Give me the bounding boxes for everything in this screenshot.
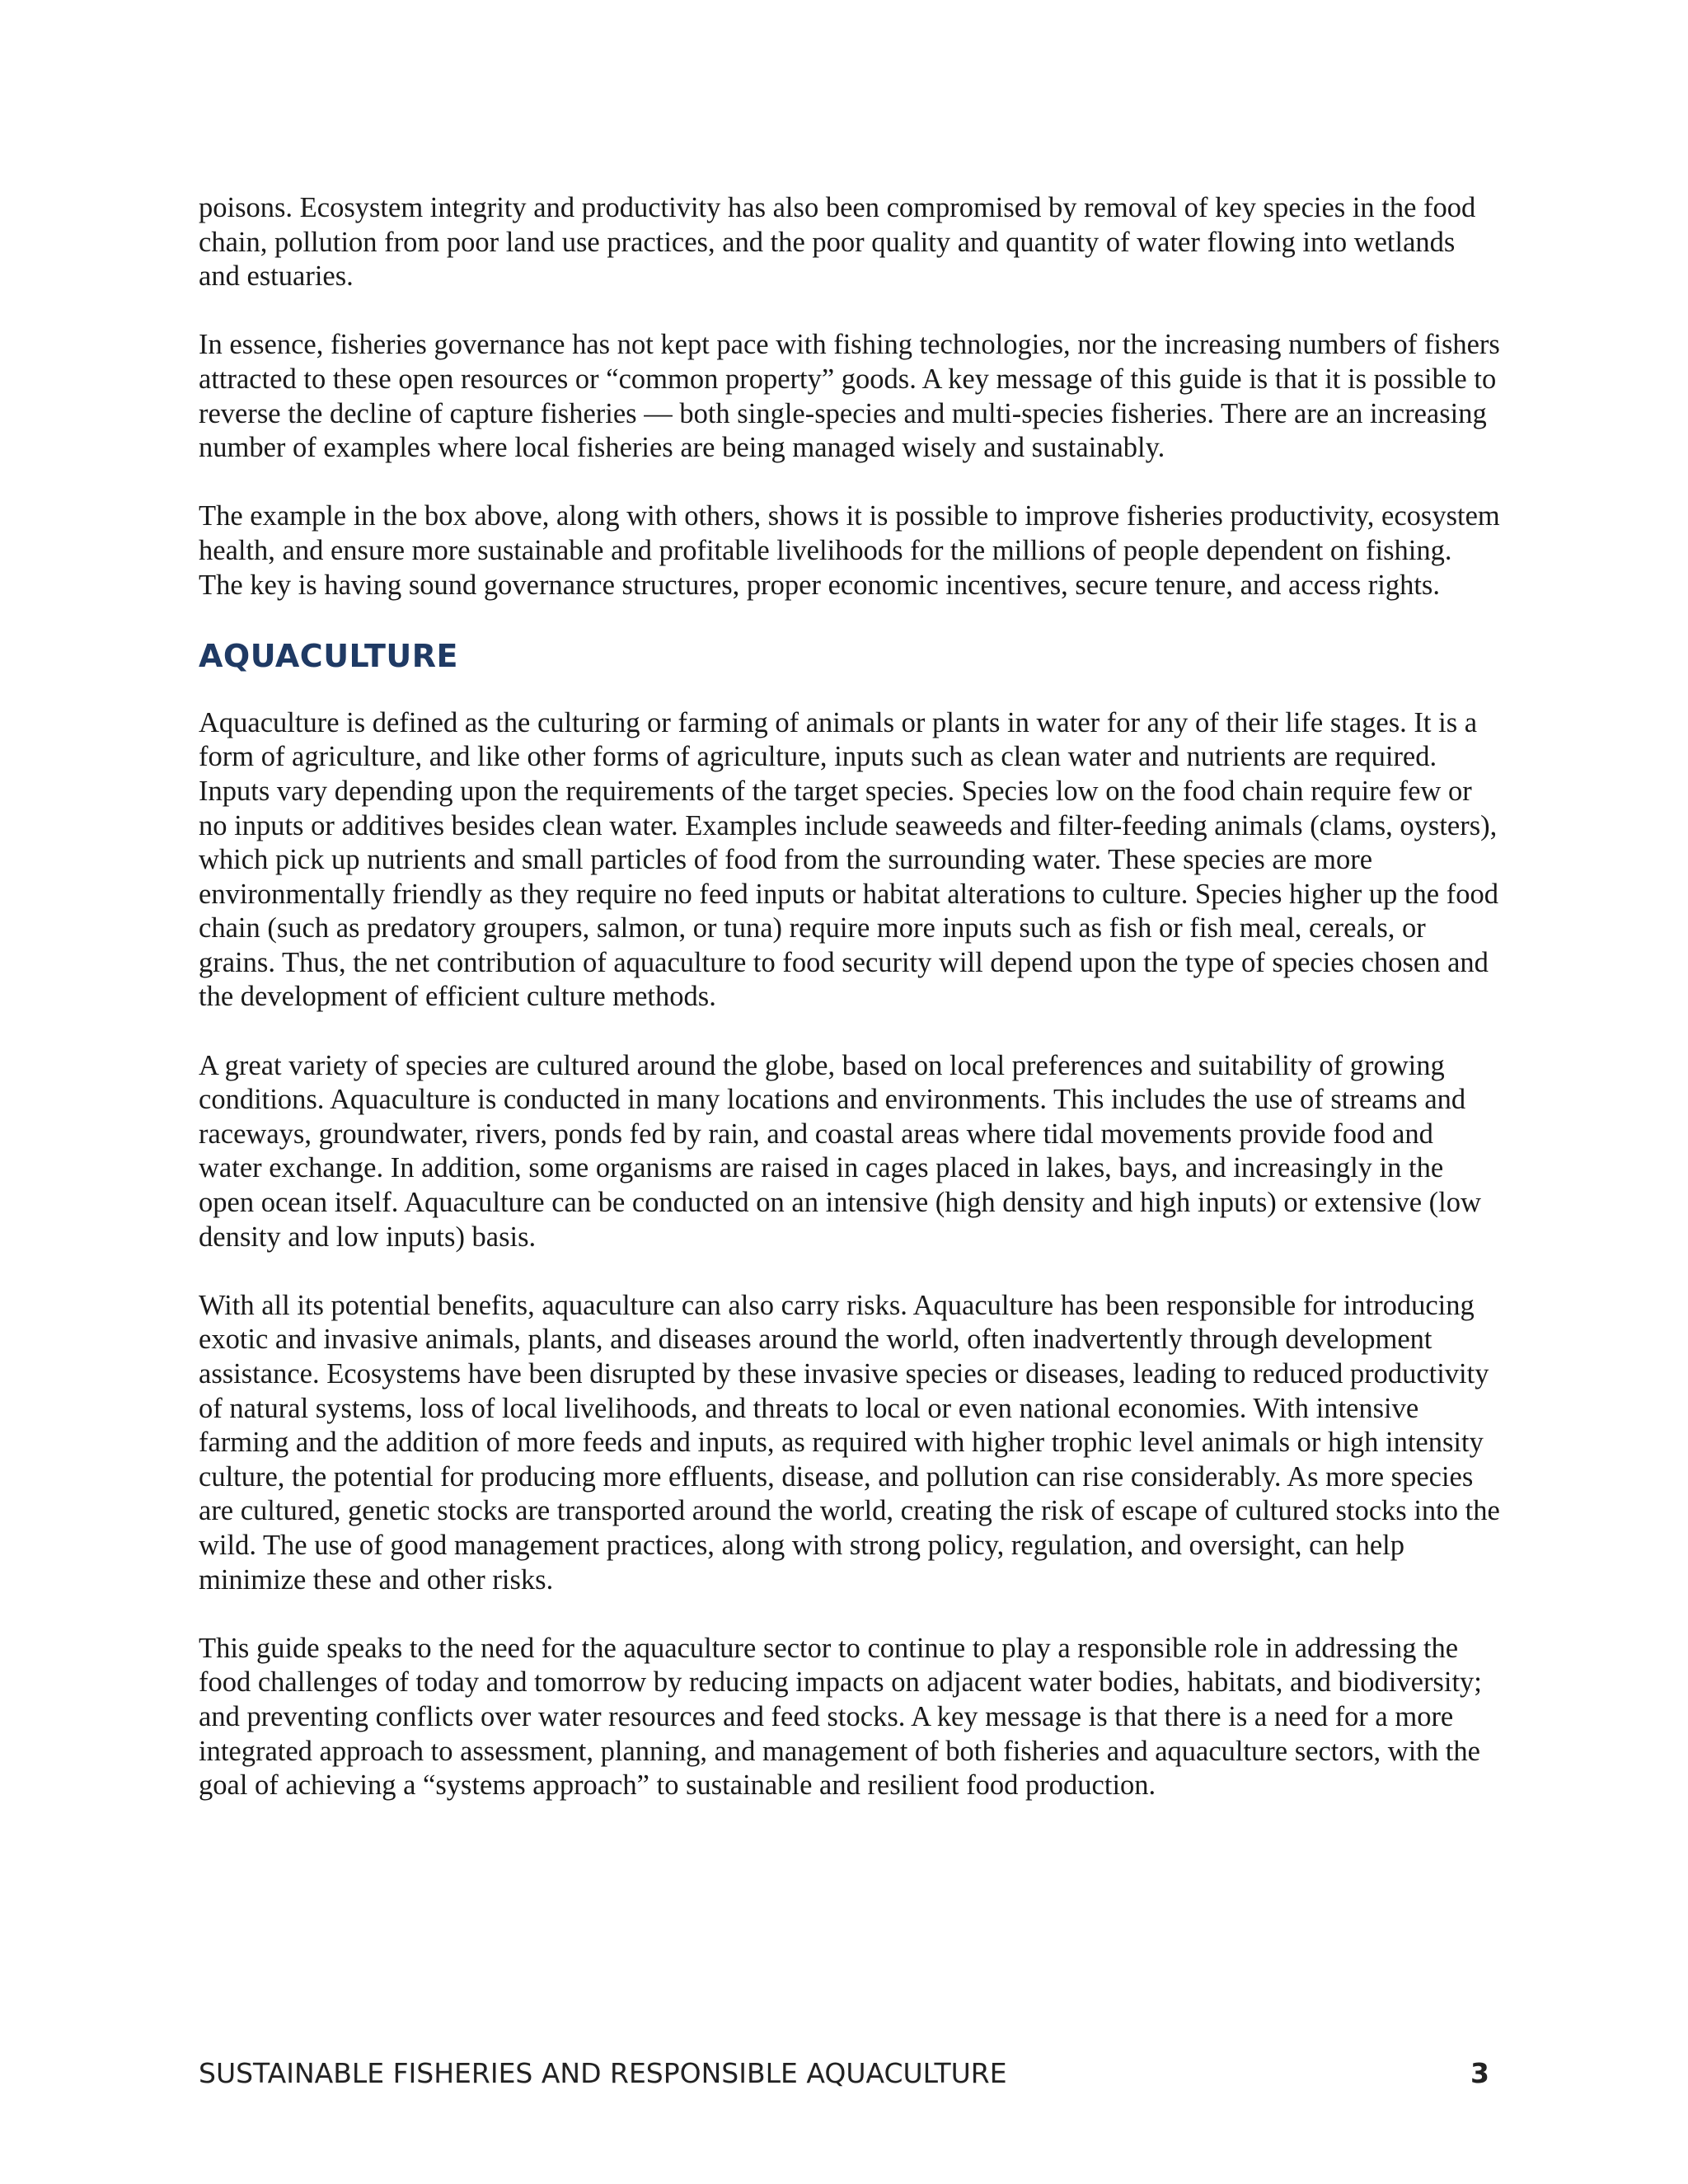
paragraph-species-variety: A great variety of species are cultured around the globe, based on local preferences and suitability of growing conditions. Aquaculture is conducted in many locations and environments. This includes the use of streams and raceways, groundwater, rivers, ponds fed by rain, and coastal areas where tidal movements provide food and water exchange. In addition, some organisms are raised in cages placed in lakes, bays, and increasingly in the open ocean itself. Aquaculture can be conducted on an intensive (high density and high inputs) or extensive (low density and low inputs) basis. [199,1049,1481,1253]
paragraph-governance: In essence, fisheries governance has not kept pace with fishing technologies, nor the increasing numbers of fishers attracted to these open resources or “common property” goods. A key message of this guide is that it is possible to reverse the decline of capture fisheries — both single-species and multi-species fisheries. There are an increasing number of examples where local fisheries are being managed wisely and sustainably. [199,329,1500,464]
page-body [199,191,1501,1837]
paragraph-example-box: The example in the box above, along with others, shows it is possible to improve fisheries productivity, ecosystem health, and ensure more sustainable and profitable livelihoods for the millions of people dependent on fishing. The key is having sound governance structures, proper economic incentives, secure tenure, and access rights. [199,500,1500,601]
paragraph-risks: With all its potential benefits, aquaculture can also carry risks. Aquaculture has been responsible for introducing exotic and invasive animals, plants, and diseases around the world, often inadvertently through development assistance. Ecosystems have been disrupted by these invasive species or diseases, leading to reduced productivity of natural systems, loss of local livelihoods, and threats to local or even national economies. With intensive farming and the addition of more feeds and inputs, as required with higher trophic level animals or high intensity culture, the potential for producing more effluents, disease, and pollution can rise considerably. As more species are cultured, genetic stocks are transported around the world, creating the risk of escape of cultured stocks into the wild. The use of good management practices, along with strong policy, regulation, and oversight, can help minimize these and other risks. [199,1289,1500,1596]
page-number: 3 [1470,2057,1489,2089]
paragraph-aquaculture-definition: Aquaculture is defined as the culturing or farming of animals or plants in water for any of their life stages. It is a form of agriculture, and like other forms of agriculture, inputs such as clean water and nutrients are required. Inputs vary depending upon the requirements of the target species. Species low on the food chain require few or no inputs or additives besides clean water. Examples include seaweeds and filter-feeding animals (clams, oysters), which pick up nutrients and small particles of food from the surrounding water. These species are more environmentally friendly as they require no feed inputs or habitat alterations to culture. Species higher up the food chain (such as predatory groupers, salmon, or tuna) require more inputs such as fish or fish meal, cereals, or grains. Thus, the net contribution of aquaculture to food security will depend upon the type of species chosen and the development of efficient culture methods. [199,706,1498,1013]
paragraph-poisons: poisons. Ecosystem integrity and productivity has also been compromised by removal of key species in the food chain, pollution from poor land use practices, and the poor quality and quantity of water flowing into wetlands and estuaries. [199,192,1476,293]
section-heading-aquaculture: AQUACULTURE [199,637,458,674]
page-footer [199,2057,1489,2093]
footer-title: SUSTAINABLE FISHERIES AND RESPONSIBLE AQUACULTURE [199,2057,1007,2089]
paragraph-guide-message: This guide speaks to the need for the aquaculture sector to continue to play a responsible role in addressing the food challenges of today and tomorrow by reducing impacts on adjacent water bodies, habitats, and biodiversity; and preventing conflicts over water resources and feed stocks. A key message is that there is a need for a more integrated approach to assessment, planning, and management of both fisheries and aquaculture sectors, with the goal of achieving a “systems approach” to sustainable and resilient food production. [199,1632,1482,1802]
